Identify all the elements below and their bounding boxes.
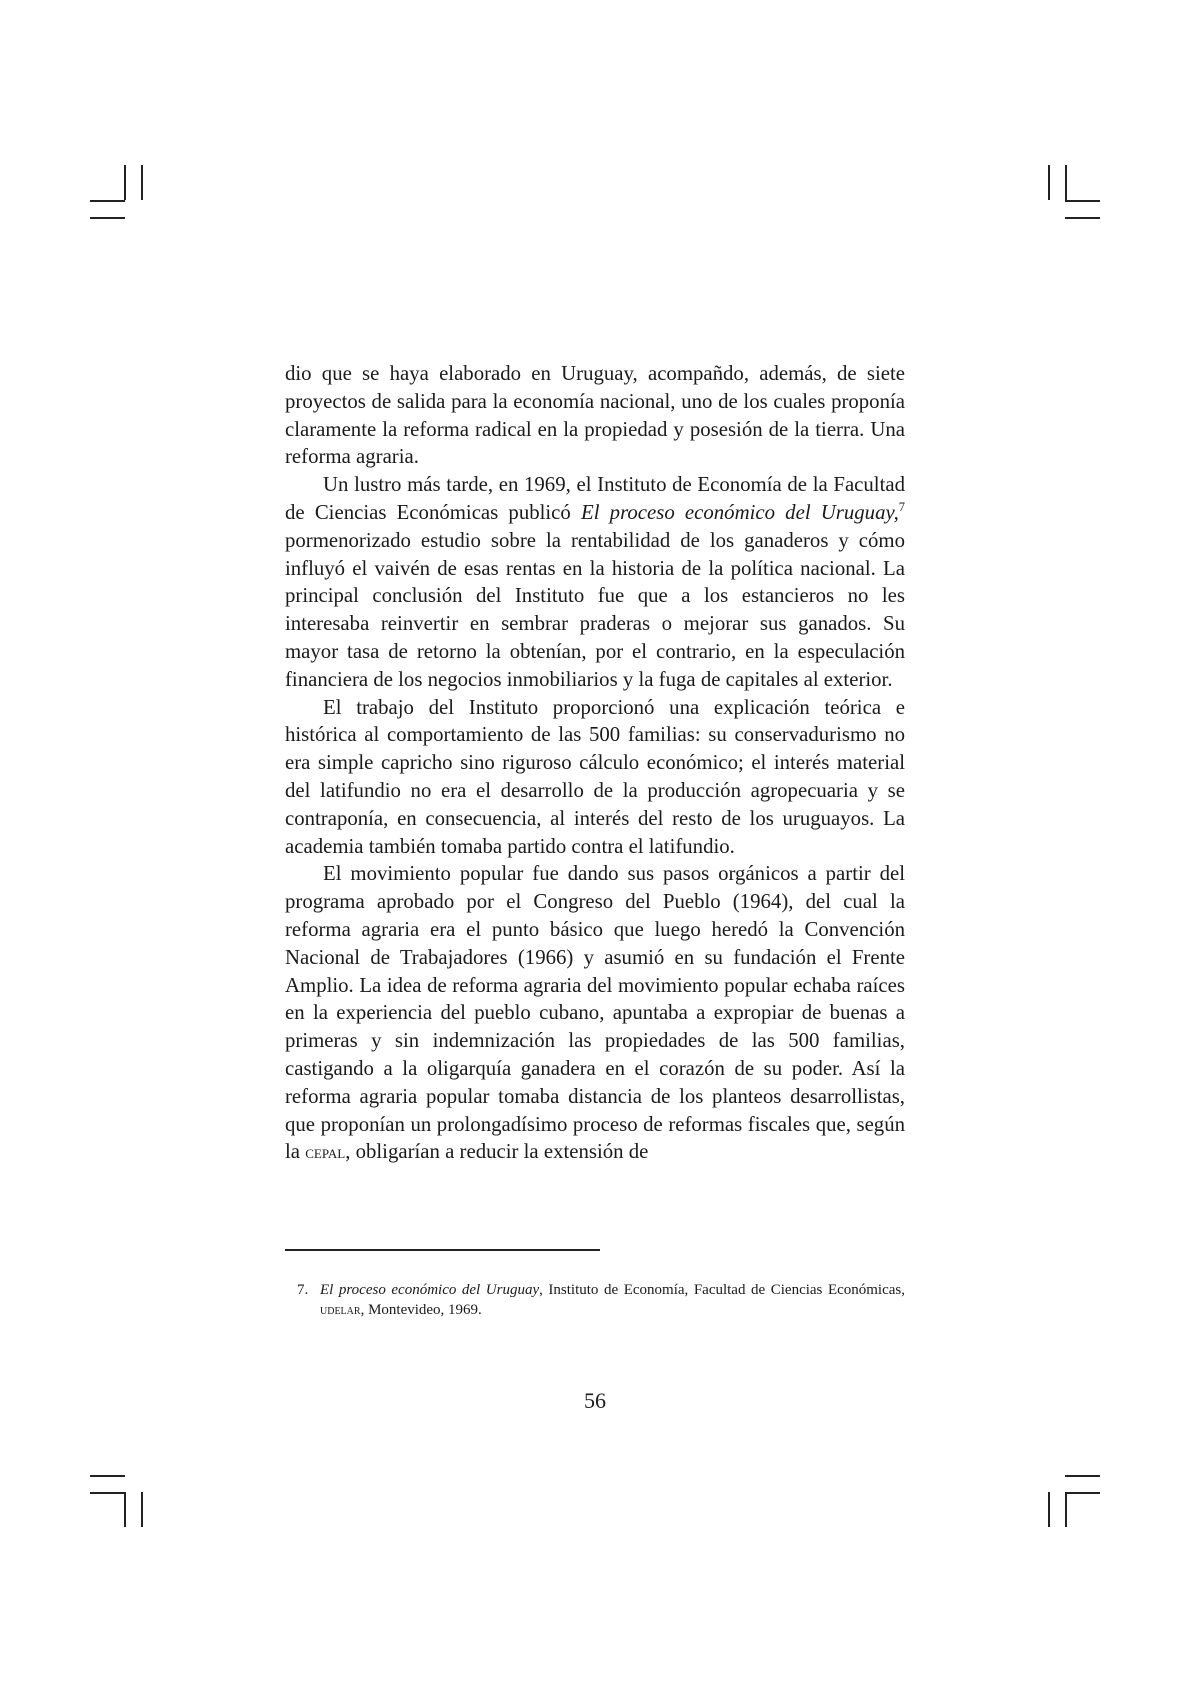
footnote-rule [285, 1249, 600, 1251]
footnote-ref: 7 [898, 500, 905, 515]
paragraph-4: El movimiento popular fue dando sus pasos orgánicos a partir del programa aprobado por el Congreso del Pueblo (1964), del cual la reforma agraria era el punto básico que luego heredó la Convención Nacional de Trabajadores (1966) y asumió en su fundación el Frente Amplio. La idea de reforma agraria del movimiento popular echaba raíces en la experiencia del pueblo cubano, apuntaba a expropiar de buenas a primeras y sin indemnización las propiedades de las 500 familias, castigando a la oligarquía ganadera en el corazón de su poder. Así la reforma agraria popular tomaba distancia de los planteos desarrollistas, que proponían un prolongadísimo proceso de reformas fiscales que, según la cepal, obligarían a reducir la extensión de [285, 862, 905, 1164]
book-title: El proceso económico del Uruguay, [581, 500, 899, 524]
acronym-udelar: udelar [320, 1302, 361, 1317]
acronym-cepal: cepal [305, 1142, 346, 1164]
page-number: 56 [584, 1388, 606, 1413]
body-text [285, 360, 905, 1167]
paragraph-3: El trabajo del Instituto proporcionó una explicación teórica e histórica al comportamiento de las 500 familias: su conservadurismo no era simple capricho sino riguroso cálculo económico; el interés material del latifundio no era el desarrollo de la producción agropecuaria y se contraponía, en consecuencia, al interés del resto de los uruguayos. La academia también tomaba partido contra el latifundio. [285, 695, 905, 858]
footnote-body: El proceso económico del Uruguay, Instituto de Economía, Facultad de Ciencias Económicas, udelar, Montevideo, 1969. [320, 1282, 906, 1318]
footnote-number: 7. [297, 1282, 309, 1298]
footnote [285, 1280, 905, 1320]
paragraph-1: dio que se haya elaborado en Uruguay, acompañdo, además, de siete proyectos de salida para la economía nacional, uno de los cuales proponía claramente la reforma radical en la propiedad y posesión de la tierra. Una reforma agraria. [285, 362, 905, 469]
paragraph-2: Un lustro más tarde, en 1969, el Instituto de Economía de la Facultad de Ciencias Económicas publicó El proceso económico del Uruguay,$^7$ pormenorizado estudio sobre la rentabilidad de los ganaderos y cómo influyó el vaivén de esas rentas en la historia de la política nacional. La principal conclusión del Instituto fue que a los estancieros no les interesaba reinvertir en sembrar praderas o mejorar sus ganados. Su mayor tasa de retorno la obtenían, por el contrario, en la especulación financiera de los negocios inmobiliarios y la fuga de capitales al exterior. [285, 473, 905, 691]
